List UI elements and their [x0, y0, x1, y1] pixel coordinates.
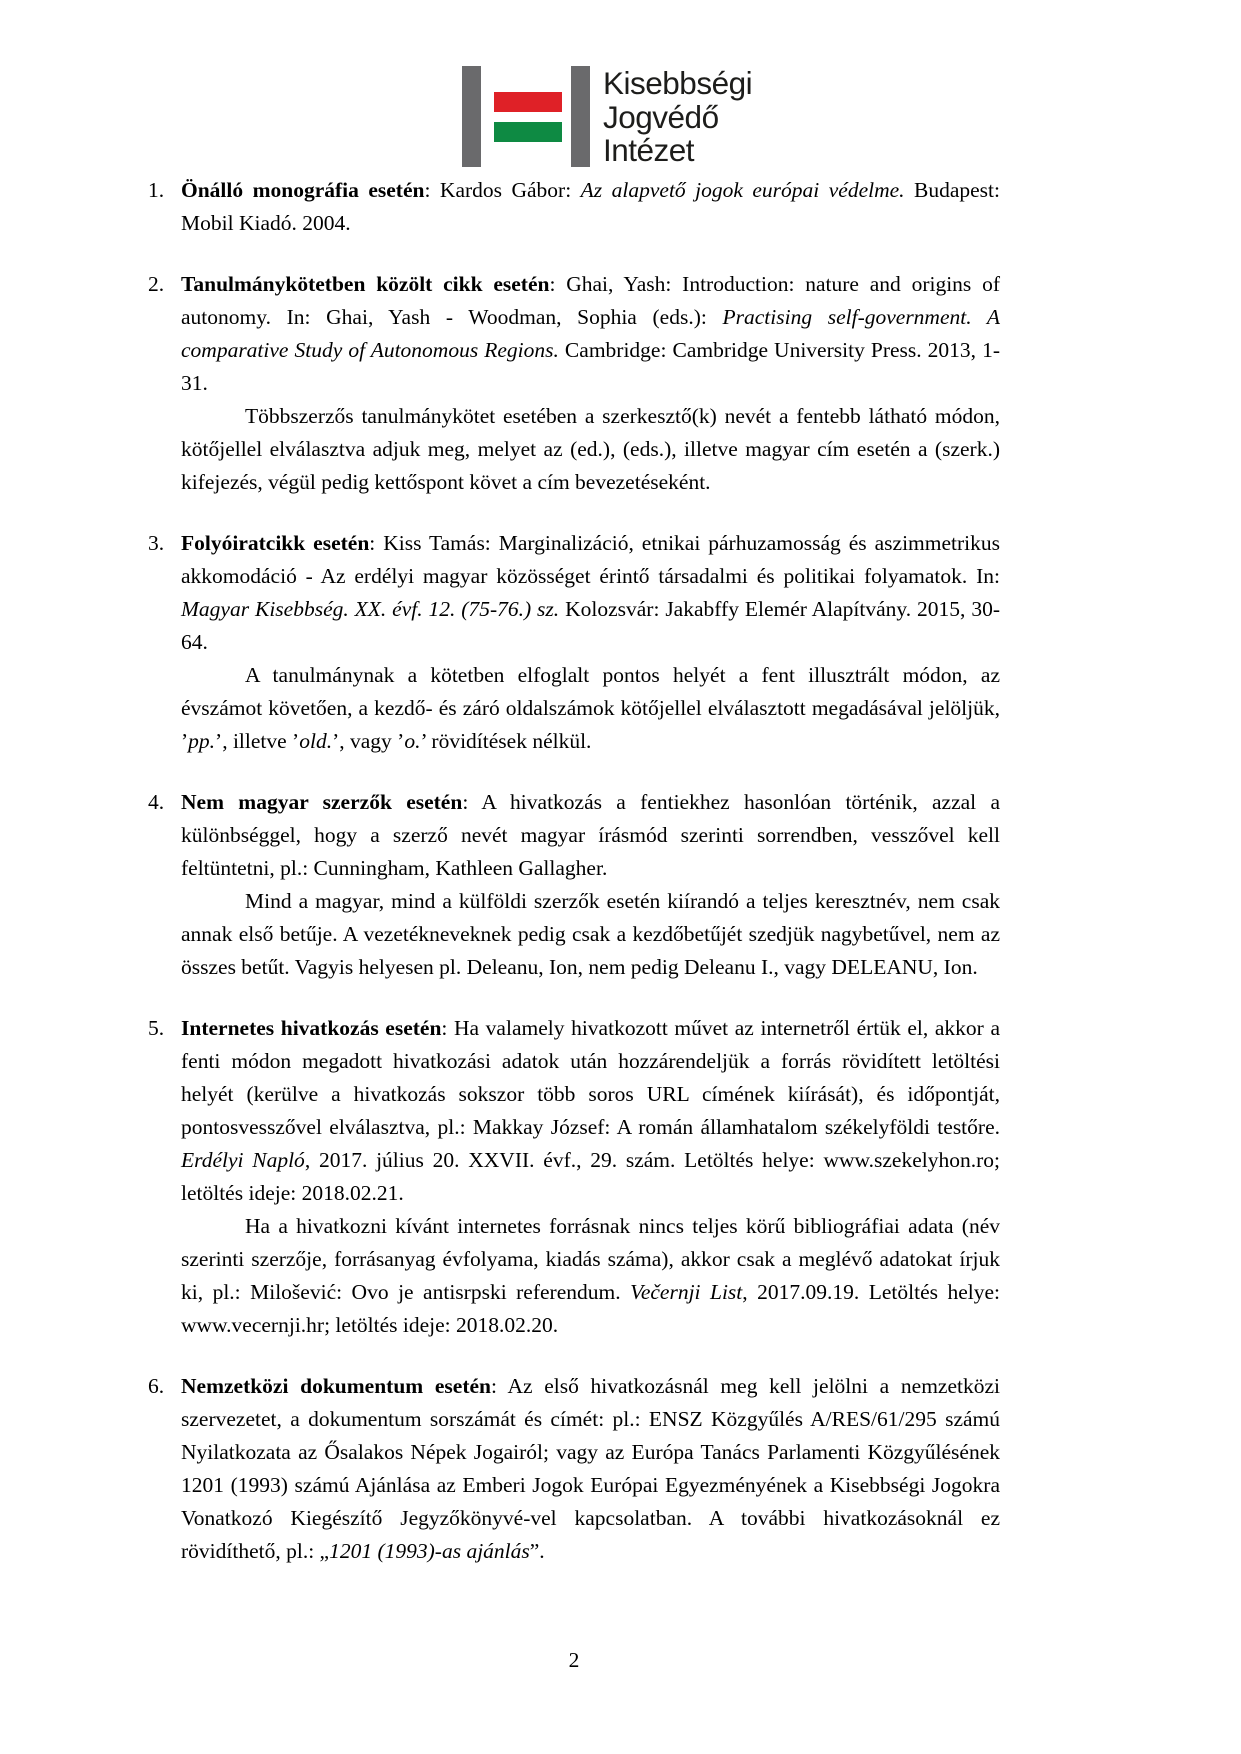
- paragraph: [181, 268, 1000, 400]
- paragraph: [181, 786, 1000, 885]
- text-run: Mind a magyar, mind a külföldi szerzők esetén kiírandó a teljes keresztnév, nem csak annak első betűje. A vezetékneveknek pedig csak a kezdőbetűjét szedjük nagybetűvel, nem az összes betűt. Vagyis helyesen pl. Deleanu, Ion, nem pedig Deleanu I., vagy DELEANU, Ion.: [181, 889, 1000, 979]
- citation-item: [148, 174, 1000, 240]
- logo-flag-column: [494, 66, 562, 167]
- page-number: 2: [568, 1648, 580, 1672]
- paragraph: [181, 400, 1000, 499]
- text-run: A tanulmánynak a kötetben elfoglalt pontos helyét a fent illusztrált módon, az évszámot követően, a kezdő- és záró oldalszámok kötőjellel elválasztott megadásával jelöljük, ’: [181, 663, 1000, 753]
- text-run: ’ rövidítések nélkül.: [420, 729, 592, 753]
- text-run: : A hivatkozás a fentiekhez hasonlóan történik, azzal a különbséggel, hogy a szerző nevét magyar írásmód szerinti sorrendben, vesszővel kell feltüntetni, pl.: Cunningham, Kathleen Gallagher.: [181, 790, 1000, 880]
- logo-flag-green-bar: [494, 122, 562, 142]
- text-run: Folyóiratcikk esetén: [181, 531, 370, 555]
- paragraph: [181, 1012, 1000, 1210]
- text-run: ’, illetve ’: [215, 729, 300, 753]
- item-number: 2.: [148, 272, 165, 296]
- text-run: Nem magyar szerzők esetén: [181, 790, 463, 814]
- text-run: : Kardos Gábor:: [424, 178, 581, 202]
- text-run: o.: [404, 729, 421, 753]
- item-number: 6.: [148, 1374, 165, 1398]
- text-run: : Az első hivatkozásnál meg kell jelölni a nemzetközi szervezetet, a dokumentum sorszámát és címét: pl.: ENSZ Közgyűlés A/RES/61/295 számú Nyilatkozata az Ősalakos Népek Jogairól; vagy az Európa Tanács Parlamenti Közgyűlésének 1201 (1993) számú Ajánlása az Emberi Jogok Európai Egyezményének a Kisebbségi Jogokra Vonatkozó Kiegészítő Jegyzőkönyvé-vel kapcsolatban. A további hivatkozásoknál ez rövidíthető, pl.: „: [181, 1374, 1000, 1563]
- text-run: Magyar Kisebbség. XX. évf. 12. (75-76.) sz.: [181, 597, 560, 621]
- text-run: : Kiss Tamás: Marginalizáció, etnikai párhuzamosság és aszimmetrikus akkomodáció - Az erdélyi magyar közösséget érintő társadalmi és politikai folyamatok. In:: [181, 531, 1001, 588]
- text-run: Cambridge: Cambridge University Press. 2013, 1-31.: [181, 338, 1001, 395]
- logo-line-3: Intézet: [603, 132, 695, 168]
- citation-item: [148, 1012, 1000, 1342]
- citation-list: [148, 174, 1000, 1568]
- item-body: [181, 268, 1000, 499]
- text-run: : Ha valamely hivatkozott művet az internetről értük el, akkor a fenti módon megadott hivatkozási adatok után hozzárendeljük a forrás rövidített letöltési helyét (kerülve a hivatkozás sokszor több soros URL címének kiírását), és időpontját, pontosvesszővel elválasztva, pl.: Makkay József: A román államhatalom székelyföldi testőre.: [181, 1016, 1000, 1139]
- text-run: Többszerzős tanulmánykötet esetében a szerkesztő(k) nevét a fentebb látható módon, kötőjellel elválasztva adjuk meg, melyet az (ed.), (eds.), illetve magyar cím esetén a (szerk.) kifejezés, végül pedig kettőspont követ a cím bevezetéseként.: [181, 404, 1000, 494]
- logo-wordmark: [603, 66, 752, 167]
- citation-item: [148, 786, 1000, 984]
- text-run: Večernji List: [630, 1280, 743, 1304]
- text-run: , 2017. július 20. XXVII. évf., 29. szám. Letöltés helye: www.szekelyhon.ro; letöltés ideje: 2018.02.21.: [181, 1148, 1000, 1205]
- kji-logo: [462, 66, 752, 167]
- text-run: , 2017.09.19. Letöltés helye: www.vecernji.hr; letöltés ideje: 2018.02.20.: [181, 1280, 1000, 1337]
- logo-left-bar: [462, 66, 481, 167]
- logo-line-1: Kisebbségi: [603, 65, 753, 101]
- item-body: [181, 1370, 1000, 1568]
- paragraph: [181, 885, 1000, 984]
- paragraph: [181, 174, 1000, 240]
- text-run: pp.: [188, 729, 216, 753]
- text-run: Practising self-government. A comparative Study of Autonomous Regions.: [181, 305, 1000, 362]
- citation-item: [148, 527, 1000, 758]
- logo-right-bar: [571, 66, 590, 167]
- paragraph: [181, 659, 1000, 758]
- text-run: Internetes hivatkozás esetén: [181, 1016, 442, 1040]
- paragraph: [181, 1210, 1000, 1342]
- paragraph: [181, 527, 1000, 659]
- text-run: Az alapvető jogok európai védelme.: [580, 178, 905, 202]
- text-run: Erdélyi Napló: [181, 1148, 305, 1172]
- text-run: ’, vagy ’: [332, 729, 405, 753]
- text-run: Kolozsvár: Jakabffy Elemér Alapítvány. 2015, 30-64.: [181, 597, 1000, 654]
- text-run: Önálló monográfia esetén: [181, 178, 425, 202]
- item-body: [181, 174, 1000, 240]
- text-run: Tanulmánykötetben közölt cikk esetén: [181, 272, 550, 296]
- item-number: 5.: [148, 1016, 165, 1040]
- text-run: old.: [299, 729, 333, 753]
- text-run: ”.: [529, 1539, 545, 1563]
- citation-item: [148, 1370, 1000, 1568]
- logo-flag-red-bar: [494, 92, 562, 112]
- text-run: Ha a hivatkozni kívánt internetes forrásnak nincs teljes körű bibliográfiai adata (név szerinti szerzője, forrásanyag évfolyama, kiadás száma), akkor csak a meglévő adatokat írjuk ki, pl.: Milošević: Ovo je antisrpski referendum.: [181, 1214, 1000, 1304]
- text-run: Budapest: Mobil Kiadó. 2004.: [181, 178, 1000, 235]
- text-run: 1201 (1993)-as ajánlás: [329, 1539, 530, 1563]
- item-number: 1.: [148, 178, 165, 202]
- item-body: [181, 1012, 1000, 1342]
- item-body: [181, 786, 1000, 984]
- item-number: 3.: [148, 531, 165, 555]
- text-run: Nemzetközi dokumentum esetén: [181, 1374, 491, 1398]
- item-number: 4.: [148, 790, 165, 814]
- text-run: : Ghai, Yash: Introduction: nature and origins of autonomy. In: Ghai, Yash - Woodman, Sophia (eds.):: [181, 272, 1000, 329]
- logo-line-2: Jogvédő: [603, 98, 719, 135]
- citation-item: [148, 268, 1000, 499]
- paragraph: [181, 1370, 1000, 1568]
- item-body: [181, 527, 1000, 758]
